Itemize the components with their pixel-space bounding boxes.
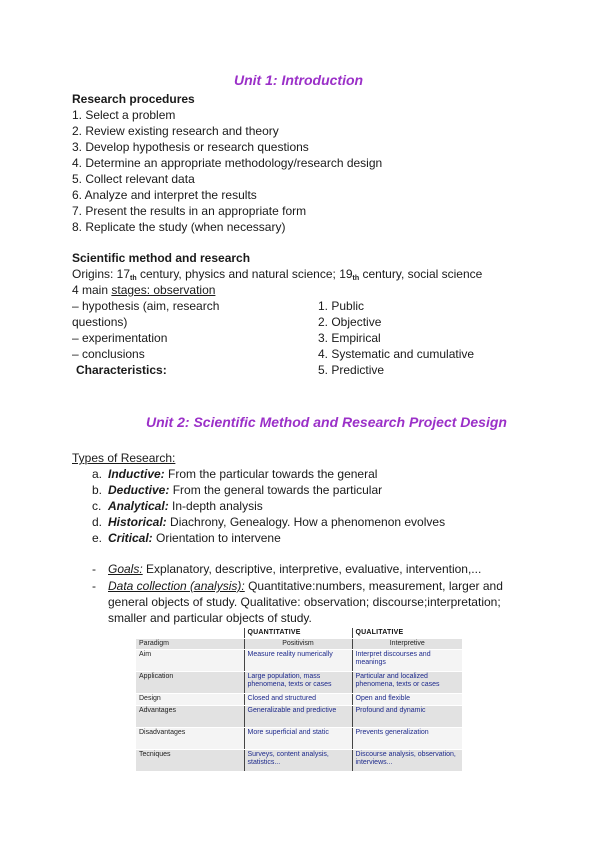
type-item-inductive: a. Inductive: From the particular towards the general <box>92 467 378 481</box>
quantitative-header: QUANTITATIVE <box>244 628 352 639</box>
characteristic-item: 4. Systematic and cumulative <box>318 347 475 361</box>
origins-line: Origins: $17_{th}$ century, physics and natural science; $19_{th}$ century, social science <box>72 267 483 282</box>
type-item-historical: d. Historical: Diachrony, Genealogy. How a phenomenon evolves <box>92 515 446 529</box>
stage-item: questions) <box>72 315 128 329</box>
table-row <box>136 750 462 772</box>
type-item-analytical: c. Analytical: In-depth analysis <box>92 499 263 513</box>
quant-cell: Closed and structured <box>244 694 352 706</box>
characteristics-label: Characteristics: <box>76 363 167 377</box>
characteristic-item: 3. Empirical <box>318 331 381 345</box>
quant-cell: Positivism <box>244 639 352 650</box>
table-row <box>136 694 462 706</box>
row-label: Tecniques <box>136 750 244 772</box>
qual-cell: Prevents generalization <box>352 728 462 750</box>
table-row <box>136 650 462 672</box>
data-collection-line-3: smaller and particular objects of study. <box>108 611 312 625</box>
qualitative-header: QUALITATIVE <box>352 628 462 639</box>
paradigm-table <box>136 628 462 772</box>
stage-item: – experimentation <box>72 331 168 345</box>
unit2-title: Unit 2: Scientific Method and Research Project Design <box>146 414 507 430</box>
type-item-critical: e. Critical: Orientation to intervene <box>92 531 281 545</box>
characteristic-item: 2. Objective <box>318 315 382 329</box>
row-label: Application <box>136 672 244 694</box>
qual-cell: Interpret discourses and meanings <box>352 650 462 672</box>
procedure-item: 4. Determine an appropriate methodology/research design <box>72 156 383 170</box>
qual-cell: Particular and localized phenomena, texts or cases <box>352 672 462 694</box>
qual-cell: Interpretive <box>352 639 462 650</box>
quant-cell: Surveys, content analysis, statistics... <box>244 750 352 772</box>
goals-line: - Goals: Explanatory, descriptive, interpretive, evaluative, intervention,... <box>92 562 482 576</box>
table-row <box>136 639 462 650</box>
stages-line: 4 main stages: observation <box>72 283 216 297</box>
row-label: Aim <box>136 650 244 672</box>
qual-cell: Profound and dynamic <box>352 706 462 728</box>
row-label: Disadvantages <box>136 728 244 750</box>
table-header-row <box>136 628 462 639</box>
unit1-title: Unit 1: Introduction <box>234 72 364 88</box>
procedures-heading: Research procedures <box>72 92 195 106</box>
procedure-item: 7. Present the results in an appropriate form <box>72 204 307 218</box>
characteristic-item: 1. Public <box>318 299 365 313</box>
qual-cell: Open and flexible <box>352 694 462 706</box>
procedure-item: 2. Review existing research and theory <box>72 124 279 138</box>
stage-item: – conclusions <box>72 347 145 361</box>
table-row <box>136 706 462 728</box>
procedure-item: 8. Replicate the study (when necessary) <box>72 220 286 234</box>
stage-item: – hypothesis (aim, research <box>72 299 220 313</box>
row-label: Advantages <box>136 706 244 728</box>
procedure-item: 1. Select a problem <box>72 108 176 122</box>
procedure-item: 3. Develop hypothesis or research questions <box>72 140 309 154</box>
data-collection-line: - Data collection (analysis): Quantitative:numbers, measurement, larger and <box>92 579 503 593</box>
scientific-method-heading: Scientific method and research <box>72 251 251 265</box>
characteristic-item: 5. Predictive <box>318 363 385 377</box>
qual-cell: Discourse analysis, observation, interviews... <box>352 750 462 772</box>
quant-cell: Large population, mass phenomena, texts or cases <box>244 672 352 694</box>
row-label: Design <box>136 694 244 706</box>
data-collection-line-2: general objects of study. Qualitative: observation; discourse;interpretation; <box>108 595 501 609</box>
quant-cell: Measure reality numerically <box>244 650 352 672</box>
types-heading: Types of Research: <box>72 451 176 465</box>
table-row <box>136 672 462 694</box>
type-item-deductive: b. Deductive: From the general towards the particular <box>92 483 383 497</box>
procedure-item: 5. Collect relevant data <box>72 172 195 186</box>
table-row <box>136 728 462 750</box>
quant-cell: More superficial and static <box>244 728 352 750</box>
quant-cell: Generalizable and predictive <box>244 706 352 728</box>
table-header-empty <box>136 628 244 639</box>
procedure-item: 6. Analyze and interpret the results <box>72 188 257 202</box>
row-label: Paradigm <box>136 639 244 650</box>
